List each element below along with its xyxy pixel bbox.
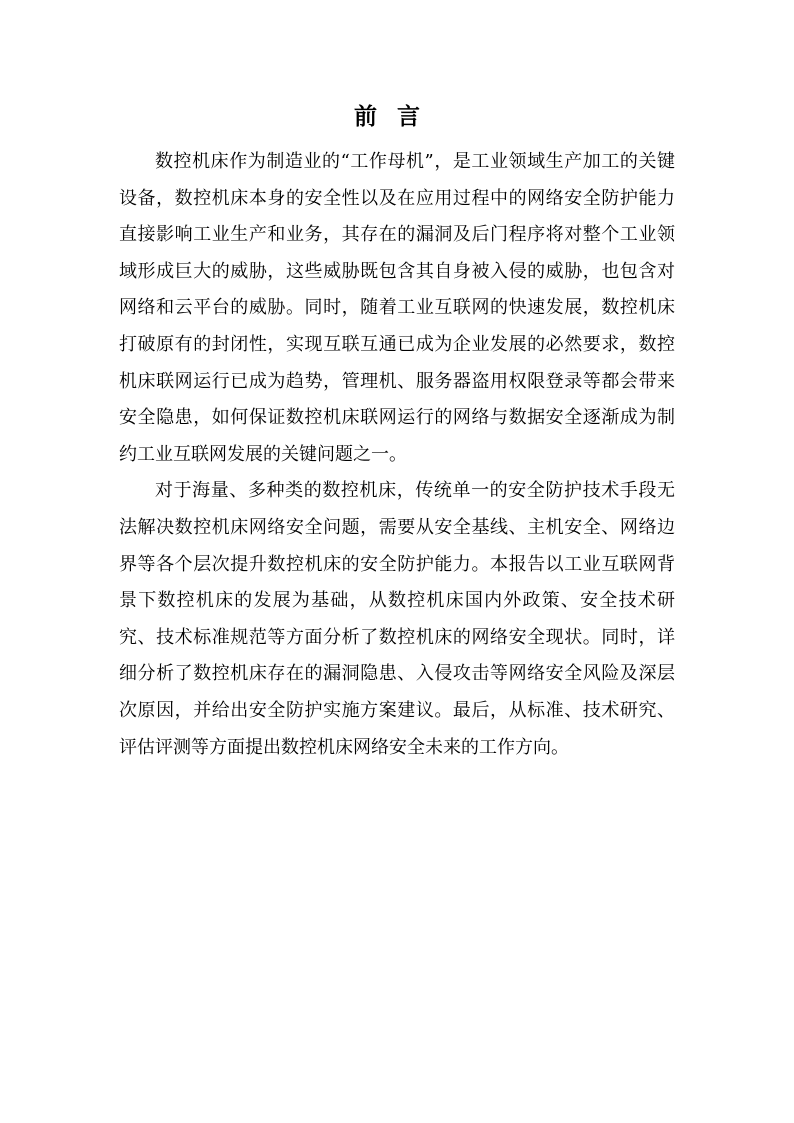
document-body xyxy=(119,144,675,766)
paragraph-1: 数控机床作为制造业的“工作母机”，是工业领域生产加工的关键设备，数控机床本身的安全性以及在应用过程中的网络安全防护能力直接影响工业生产和业务，其存在的漏洞及后门程序将对整个工业领域形成巨大的威胁，这些威胁既包含其自身被入侵的威胁，也包含对网络和云平台的威胁。同时，随着工业互联网的快速发展，数控机床打破原有的封闭性，实现互联互通已成为企业发展的必然要求，数控机床联网运行已成为趋势，管理机、服务器盗用权限登录等都会带来安全隐患，如何保证数控机床联网运行的网络与数据安全逐渐成为制约工业互联网发展的关键问题之一。 xyxy=(119,151,675,465)
page-title: 前言 xyxy=(354,104,440,130)
paragraph-2: 对于海量、多种类的数控机床，传统单一的安全防护技术手段无法解决数控机床网络安全问题，需要从安全基线、主机安全、网络边界等各个层次提升数控机床的安全防护能力。本报告以工业互联网背景下数控机床的发展为基础，从数控机床国内外政策、安全技术研究、技术标准规范等方面分析了数控机床的网络安全现状。同时，详细分析了数控机床存在的漏洞隐患、入侵攻击等网络安全风险及深层次原因，并给出安全防护实施方案建议。最后，从标准、技术研究、评估评测等方面提出数控机床网络安全未来的工作方向。 xyxy=(119,480,675,758)
